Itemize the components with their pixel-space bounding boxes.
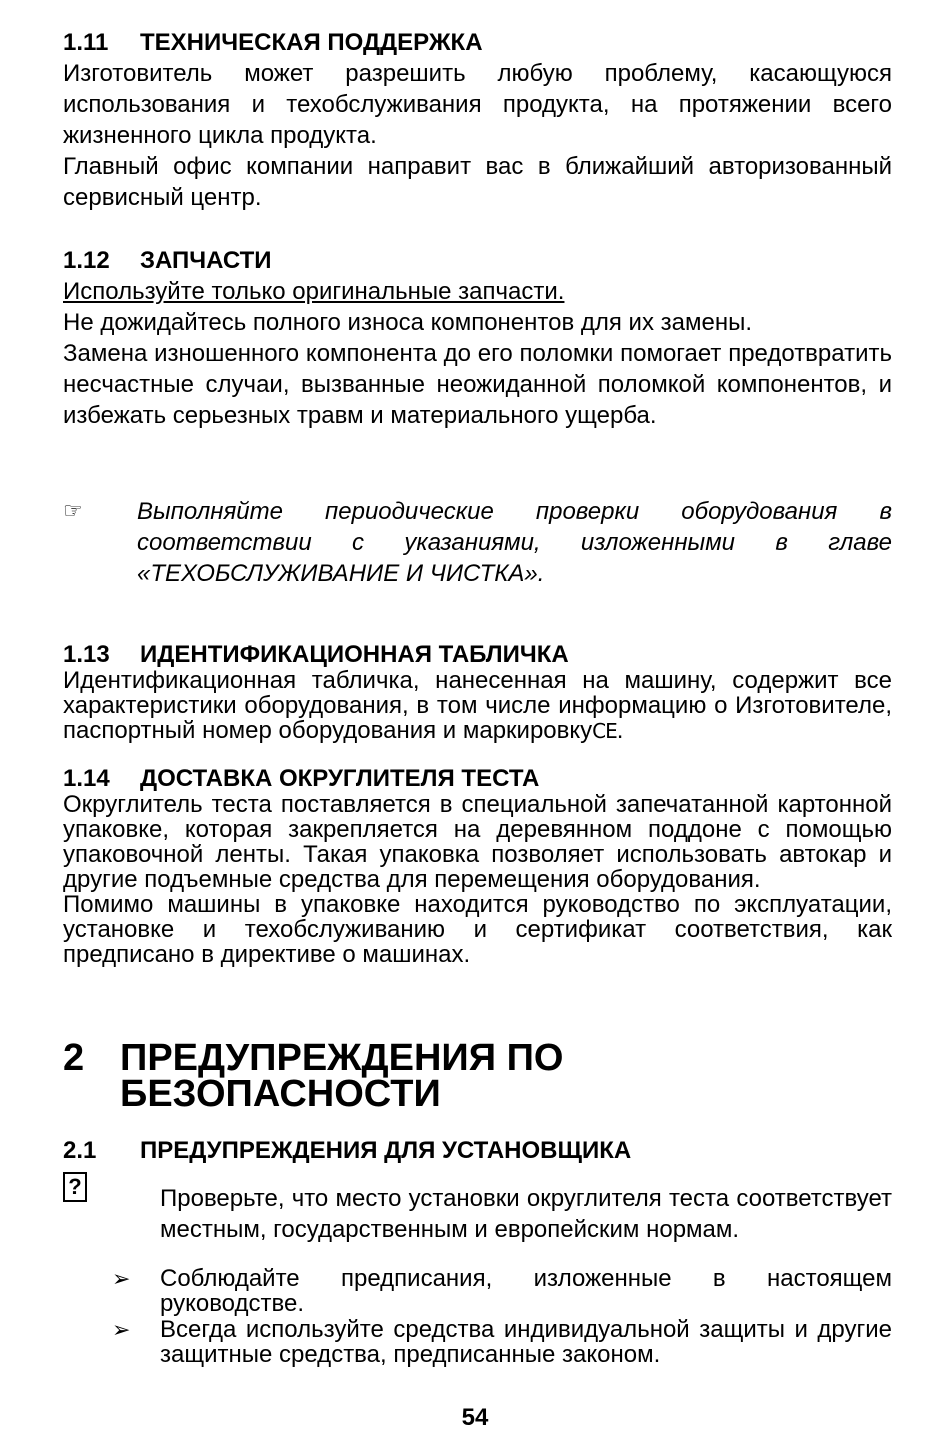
page-number: 54 <box>461 1404 489 1431</box>
note-block <box>63 496 892 589</box>
arrow-bullet-icon: ➢ <box>112 1266 131 1291</box>
section-1-12 <box>63 246 892 431</box>
paragraph: Изготовитель может разрешить любую проблему, касающуюся использования и техобслуживания продукта, на протяжении всего жизненного цикла продукта. <box>63 60 892 149</box>
section-1-14 <box>63 766 892 967</box>
section-heading: 1.14 ДОСТАВКА ОКРУГЛИТЕЛЯ ТЕСТА <box>63 765 540 792</box>
pointing-hand-icon: ☞ <box>63 498 83 523</box>
list-item: Всегда используйте средства индивидуальной защиты и другие защитные средства, предписанные законом. <box>160 1316 892 1368</box>
arrow-bullet-icon: ➢ <box>112 1317 131 1342</box>
list-item: Проверьте, что место установки округлителя теста соответствует местным, государственным и европейским нормам. <box>160 1185 892 1243</box>
section-1-13 <box>63 642 892 744</box>
question-box-icon: ? <box>63 1172 87 1202</box>
section-heading: 1.13 ИДЕНТИФИКАЦИОННАЯ ТАБЛИЧКА <box>63 641 569 668</box>
ce-mark: CE <box>592 719 617 743</box>
paragraph: Помимо машины в упаковке находится руководство по эксплуатации, установке и техобслуживанию и сертификат соответствия, как предписано в директиве о машинах. <box>63 891 892 968</box>
paragraph: Не дожидайтесь полного износа компонентов для их замены. <box>63 309 753 336</box>
section-heading: 2.1 ПРЕДУПРЕЖДЕНИЯ ДЛЯ УСТАНОВЩИКА <box>63 1137 632 1164</box>
paragraph: Округлитель теста поставляется в специальной запечатанной картонной упаковке, которая закрепляется на деревянном поддоне с помощью упаковочной ленты. Такая упаковка позволяет использовать автокар и другие подъемные средства для перемещения оборудования. <box>63 791 892 893</box>
chapter-heading: 2 ПРЕДУПРЕЖДЕНИЯ ПО БЕЗОПАСНОСТИ <box>63 1037 564 1115</box>
section-2-1 <box>63 1136 892 1166</box>
paragraph: Идентификационная табличка, нанесенная на машину, содержит все характеристики оборудования, в том числе информацию о Изготовителе, паспортный номер оборудования и маркировкуCE. <box>63 667 892 744</box>
paragraph: Главный офис компании направит вас в ближайший авторизованный сервисный центр. <box>63 153 892 211</box>
section-heading: 1.11 ТЕХНИЧЕСКАЯ ПОДДЕРЖКА <box>63 29 483 56</box>
section-1-11 <box>63 28 892 213</box>
list-item: Соблюдайте предписания, изложенные в настоящем руководстве. <box>160 1265 892 1317</box>
underlined-paragraph: Используйте только оригинальные запчасти. <box>63 278 565 305</box>
note-text: Выполняйте периодические проверки оборудования в соответствии с указаниями, изложенными в главе «ТЕХОБСЛУЖИВАНИЕ И ЧИСТКА». <box>137 498 892 587</box>
paragraph: Замена изношенного компонента до его поломки помогает предотвратить несчастные случаи, вызванные неожиданной поломкой компонентов, и избежать серьезных травм и материального ущерба. <box>63 340 892 429</box>
section-heading: 1.12 ЗАПЧАСТИ <box>63 247 272 274</box>
